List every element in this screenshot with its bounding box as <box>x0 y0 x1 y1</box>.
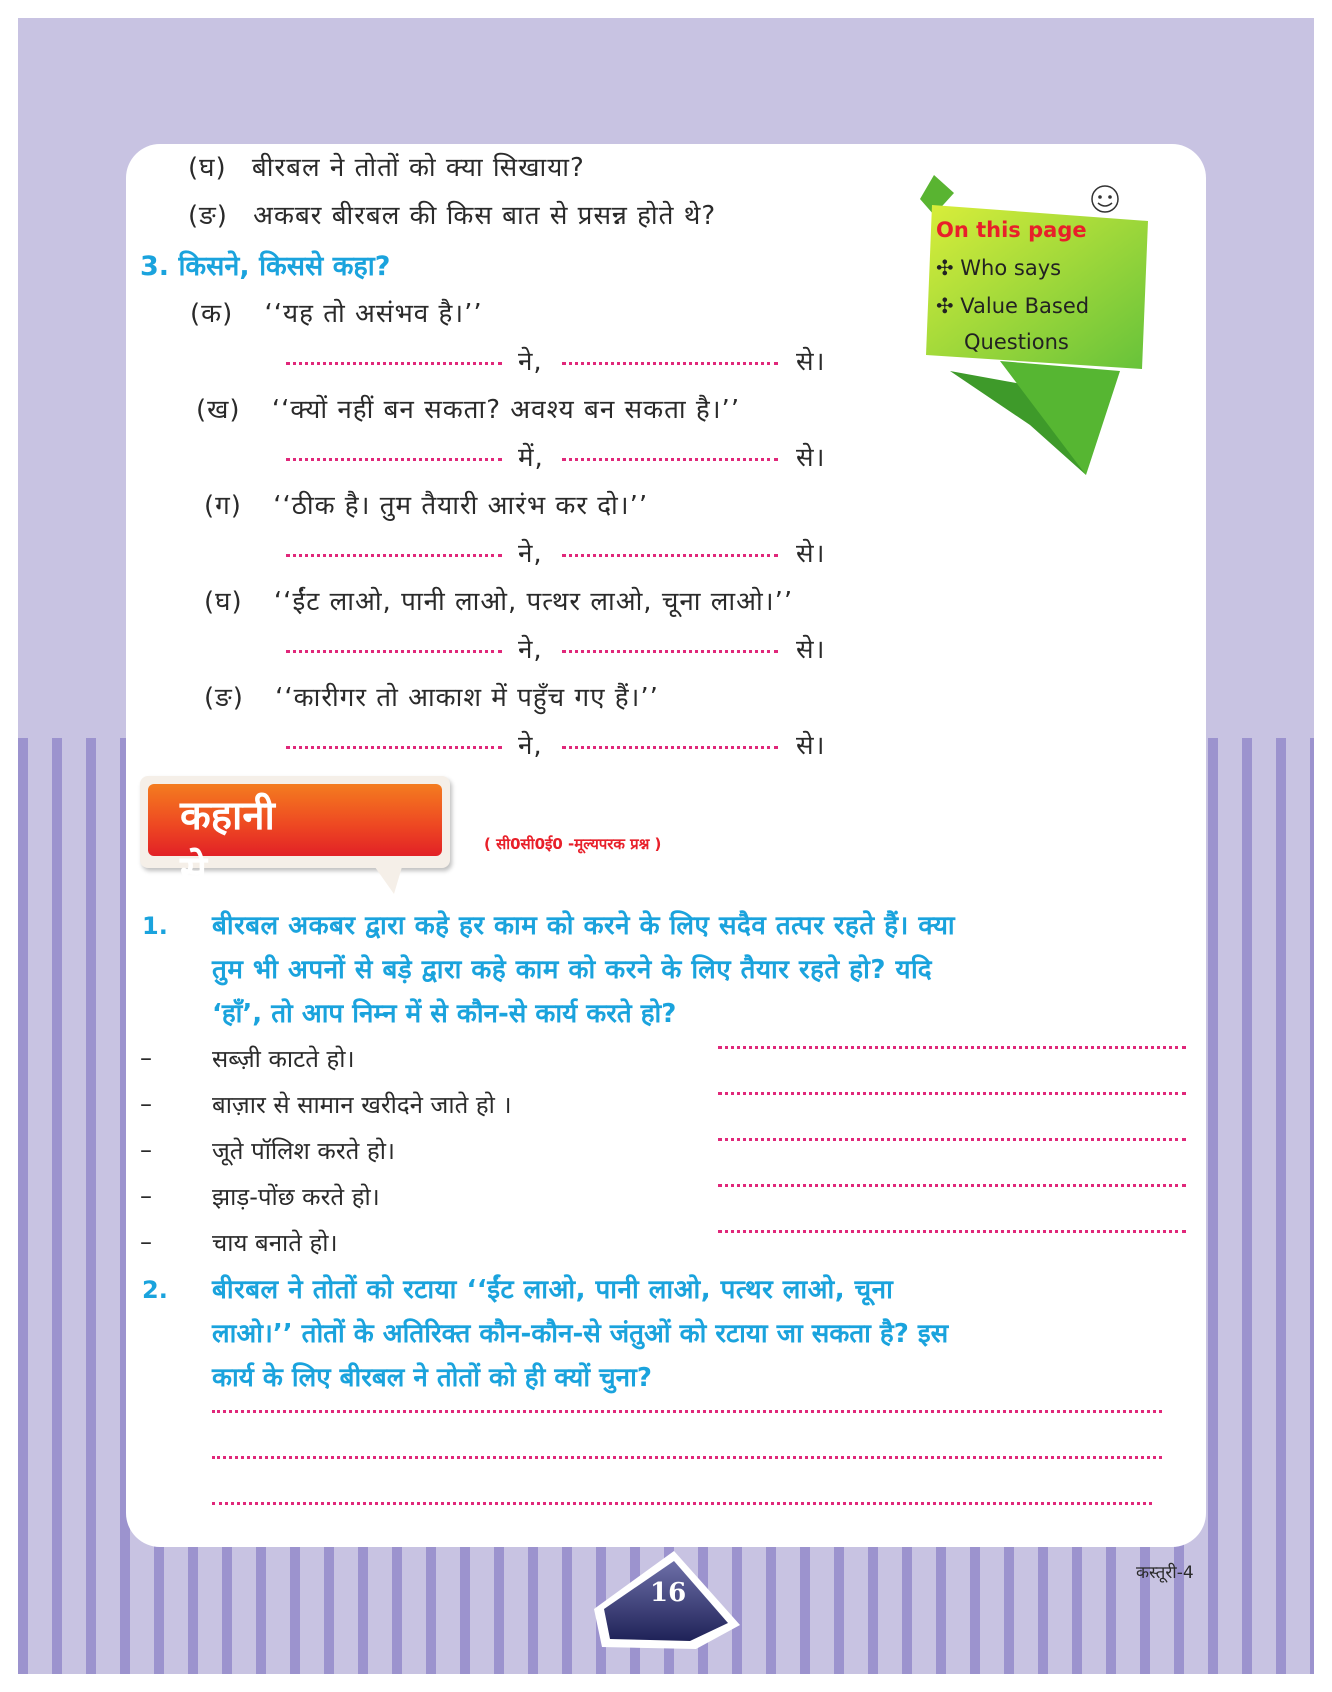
item-label: (घ) <box>204 587 243 617</box>
answer-blank[interactable] <box>286 650 502 653</box>
q2-text-line: कार्य के लिए बीरबल ने तोतों को ही क्यों चुना? <box>212 1363 652 1393</box>
answer-blank[interactable] <box>562 650 778 653</box>
answer-blank[interactable] <box>718 1138 1186 1141</box>
book-title: कस्तूरी-4 <box>1136 1563 1194 1583</box>
list-item: चाय बनाते हो। <box>212 1229 338 1257</box>
answer-blank[interactable] <box>562 362 778 365</box>
blank-ending: से। <box>796 539 826 569</box>
banner-title: कहानी से <box>180 793 275 894</box>
item-quote: ‘‘ईंट लाओ, पानी लाओ, पत्थर लाओ, चूना लाओ।’’ <box>273 587 794 617</box>
answer-blank[interactable] <box>562 554 778 557</box>
answer-blank[interactable] <box>286 362 502 365</box>
answer-blank[interactable] <box>562 746 778 749</box>
q3-heading: 3. किसने, किससे कहा? <box>140 251 391 282</box>
q2-number: 2. <box>142 1276 168 1304</box>
item-label: (ख) <box>196 395 241 425</box>
q1-text-line: ‘हाँ’, तो आप निम्न में से कौन-से कार्य करते हो? <box>212 999 677 1029</box>
answer-line[interactable] <box>212 1456 1162 1459</box>
list-dash: – <box>140 1182 152 1210</box>
answer-blank[interactable] <box>718 1046 1186 1049</box>
q1-text-line: बीरबल अकबर द्वारा कहे हर काम को करने के लिए सदैव तत्पर रहते हैं। क्या <box>212 911 956 941</box>
bullet-text: Value Based <box>960 294 1090 318</box>
item-label: (ङ) <box>204 683 244 713</box>
item-label: (ग) <box>204 491 242 521</box>
q1-text-line: तुम भी अपनों से बड़े द्वारा कहे काम को करने के लिए तैयार रहते हो? यदि <box>212 955 933 985</box>
q1-number: 1. <box>142 912 168 940</box>
answer-line[interactable] <box>212 1410 1162 1413</box>
answer-blank[interactable] <box>718 1092 1186 1095</box>
smiley-face-icon <box>1092 186 1118 212</box>
blank-ending: से। <box>796 443 826 473</box>
item-quote: ‘‘यह तो असंभव है।’’ <box>264 299 483 329</box>
sidebar-bullet-2 <box>936 294 1089 318</box>
question-text: अकबर बीरबल की किस बात से प्रसन्न होते थे? <box>253 201 717 231</box>
item-quote: ‘‘कारीगर तो आकाश में पहुँच गए हैं।’’ <box>275 683 659 713</box>
question-gh <box>188 148 585 184</box>
answer-blank[interactable] <box>718 1184 1186 1187</box>
banner-pointer <box>370 860 410 896</box>
q2-text-line: लाओ।’’ तोतों के अतिरिक्त कौन-कौन-से जंतुओं को रटाया जा सकता है? इस <box>212 1319 949 1349</box>
sidebar-bullet-1 <box>936 256 1061 280</box>
question-ng <box>188 196 716 232</box>
q2-text-line: बीरबल ने तोतों को रटाया ‘‘ईंट लाओ, पानी लाओ, पत्थर लाओ, चूना <box>212 1275 894 1305</box>
item-label: (क) <box>190 299 234 329</box>
list-dash: – <box>140 1090 152 1118</box>
list-dash: – <box>140 1228 152 1256</box>
q3-item-ka <box>190 294 483 330</box>
question-label: (घ) <box>188 153 227 183</box>
q3-item-ng <box>204 678 659 714</box>
item-quote: ‘‘क्यों नहीं बन सकता? अवश्य बन सकता है।’’ <box>271 395 741 425</box>
list-item: जूते पॉलिश करते हो। <box>212 1137 396 1165</box>
q3-item-kha <box>196 390 740 426</box>
blank-connector: ने, <box>518 635 543 665</box>
sidebar-bullet-continuation: Questions <box>964 330 1069 354</box>
answer-blank[interactable] <box>286 458 502 461</box>
blank-connector: ने, <box>518 347 543 377</box>
blank-ending: से। <box>796 347 826 377</box>
question-label: (ङ) <box>188 201 228 231</box>
sidebar-heading: On this page <box>936 218 1087 242</box>
bullet-text: Who says <box>960 256 1062 280</box>
answer-line[interactable] <box>212 1502 1152 1505</box>
bullet-icon: ✣ <box>936 256 954 280</box>
blank-ending: से। <box>796 635 826 665</box>
list-item: झाड़-पोंछ करते हो। <box>212 1183 380 1211</box>
answer-blank[interactable] <box>286 554 502 557</box>
q3-item-gh <box>204 582 793 618</box>
q3-item-ga <box>204 486 648 522</box>
question-text: बीरबल ने तोतों को क्या सिखाया? <box>251 153 585 183</box>
blank-ending: से। <box>796 731 826 761</box>
answer-blank[interactable] <box>562 458 778 461</box>
story-subtitle: ( सी0सी0ई0 -मूल्यपरक प्रश्न ) <box>484 835 662 853</box>
list-dash: – <box>140 1136 152 1164</box>
bullet-icon: ✣ <box>936 294 954 318</box>
answer-blank[interactable] <box>718 1230 1186 1233</box>
item-quote: ‘‘ठीक है। तुम तैयारी आरंभ कर दो।’’ <box>273 491 649 521</box>
page-number: 16 <box>650 1578 687 1608</box>
blank-connector: ने, <box>518 539 543 569</box>
blank-connector: ने, <box>518 731 543 761</box>
list-item: बाज़ार से सामान खरीदने जाते हो । <box>212 1091 512 1119</box>
answer-blank[interactable] <box>286 746 502 749</box>
list-dash: – <box>140 1044 152 1072</box>
blank-connector: में, <box>518 443 544 473</box>
list-item: सब्ज़ी काटते हो। <box>212 1045 355 1073</box>
